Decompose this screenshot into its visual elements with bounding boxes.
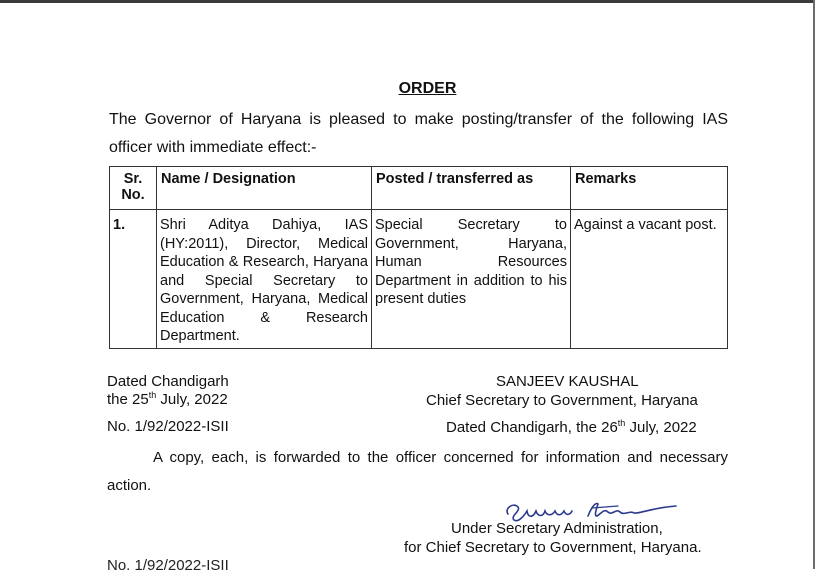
intro-paragraph: The Governor of Haryana is pleased to make posting/transfer of the following IAS officer with immediate effect:- [109, 111, 728, 156]
for-chief-secretary: for Chief Secretary to Government, Haryana. [404, 539, 702, 556]
signatory-name: SANJEEV KAUSHAL [496, 373, 639, 390]
header-posted-transferred: Posted / transferred as [372, 167, 571, 210]
order-heading: ORDER [398, 80, 457, 97]
header-sr-no: Sr. No. [110, 167, 157, 210]
posting-table [109, 166, 728, 349]
dated-2-sup: th [617, 418, 626, 428]
order-number: No. 1/92/2022-ISII [107, 418, 229, 435]
header-remarks: Remarks [571, 167, 728, 210]
dated-date-1-sup: th [148, 390, 157, 400]
signatory-title: Chief Secretary to Government, Haryana [426, 392, 698, 409]
dated-place-1: Dated Chandigarh [107, 373, 229, 390]
under-secretary: Under Secretary Administration, [451, 520, 663, 537]
cell-sr-no: 1. [110, 210, 157, 349]
copy-forward-paragraph [107, 444, 728, 500]
dated-date-1-prefix: the 25 [107, 391, 149, 408]
dated-2-prefix: Dated Chandigarh, the 26 [446, 419, 618, 436]
cell-posted-transferred: Special Secretary to Government, Haryana, Human Resources Department in addition to his present duties [372, 210, 571, 349]
table-header-row [110, 167, 728, 210]
dated-2-suffix: July, 2022 [625, 419, 697, 436]
cell-remarks: Against a vacant post. [571, 210, 728, 349]
cut-off-line: No. 1/92/2022-ISII [107, 557, 229, 574]
cell-name-designation: Shri Aditya Dahiya, IAS (HY:2011), Director, Medical Education & Research, Haryana and Special Secretary to Government, Haryana, Medical Education & Research Department. [157, 210, 372, 349]
table-row [110, 210, 728, 349]
header-name-designation: Name / Designation [157, 167, 372, 210]
dated-2 [446, 418, 697, 436]
viewer-top-border [0, 0, 815, 3]
copy-forward-text: A copy, each, is forwarded to the officer concerned for information and necessary action. [107, 449, 728, 494]
dated-date-1 [107, 390, 228, 408]
dated-date-1-suffix: July, 2022 [156, 391, 228, 408]
